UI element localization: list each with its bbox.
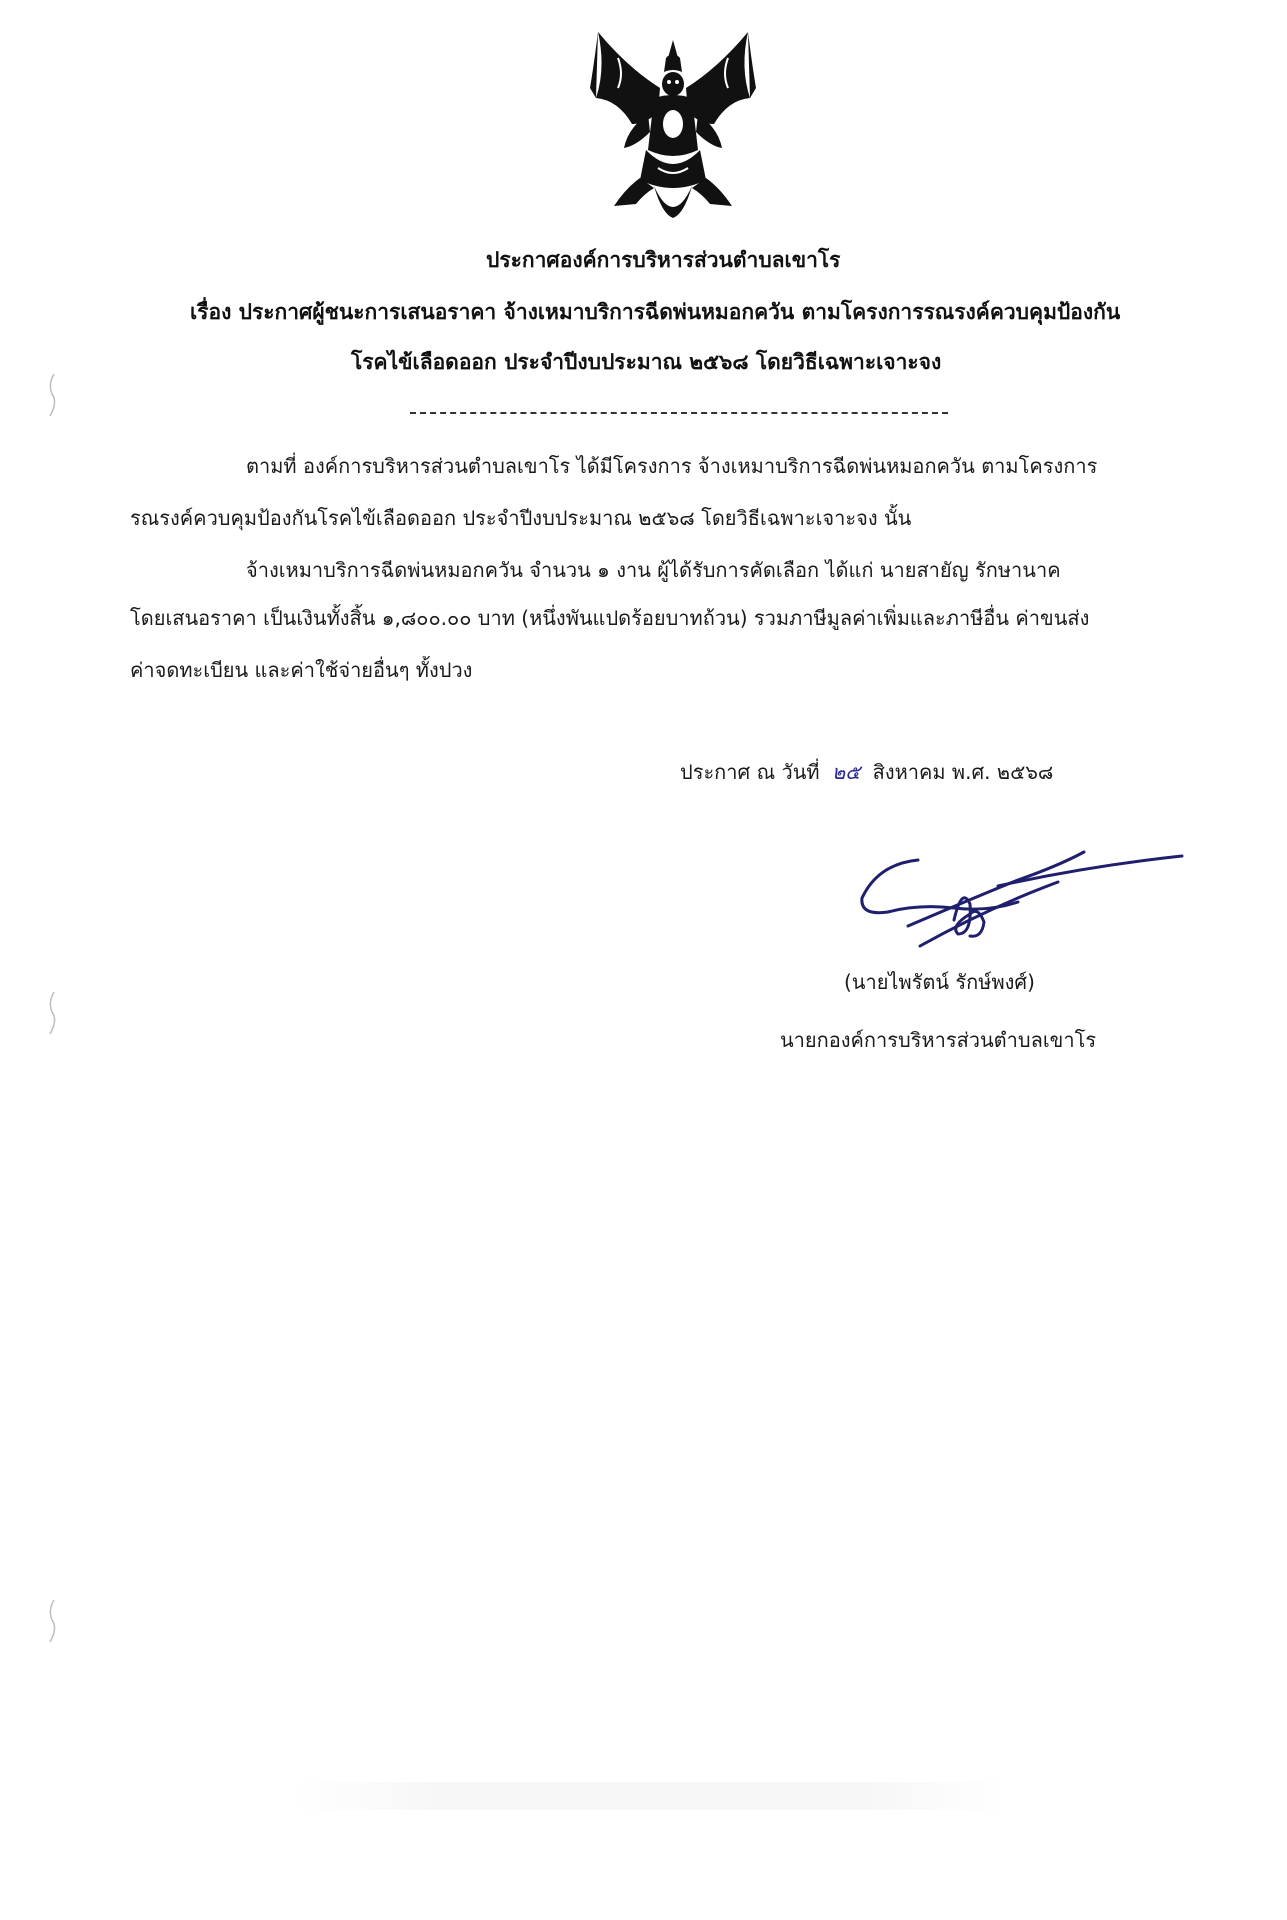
- hole-punch-mark-icon: [46, 990, 62, 1036]
- signatory-name: (นายไพรัตน์ รักษ์พงศ์): [844, 970, 1035, 994]
- body-paragraph-2-line-3: ค่าจดทะเบียน และค่าใช้จ่ายอื่นๆ ทั้งปวง: [130, 658, 473, 682]
- announcement-title: ประกาศองค์การบริหารส่วนตำบลเขาโร: [486, 248, 841, 272]
- body-paragraph-1-line-2: รณรงค์ควบคุมป้องกันโรคไข้เลือดออก ประจำปีงบประมาณ ๒๕๖๘ โดยวิธีเฉพาะเจาะจง นั้น: [130, 506, 912, 530]
- handwritten-day: ๒๕: [831, 760, 861, 784]
- body-paragraph-2-line-2: โดยเสนอราคา เป็นเงินทั้งสิ้น ๑,๘๐๐.๐๐ บาท (หนึ่งพันแปดร้อยบาทถ้วน) รวมภาษีมูลค่าเพิ่มและภาษีอื่น ค่าขนส่ง: [130, 606, 1090, 630]
- body-paragraph-1-line-1: ตามที่ องค์การบริหารส่วนตำบลเขาโร ได้มีโครงการ จ้างเหมาบริการฉีดพ่นหมอกควัน ตามโครงการ: [246, 454, 1098, 478]
- faint-bleedthrough: [290, 1782, 1010, 1810]
- body-paragraph-2-line-1: จ้างเหมาบริการฉีดพ่นหมอกควัน จำนวน ๑ งาน ผู้ได้รับการคัดเลือก ได้แก่ นายสายัญ รักษานาค: [246, 558, 1061, 582]
- signatory-title: นายกองค์การบริหารส่วนตำบลเขาโร: [780, 1028, 1097, 1052]
- hole-punch-mark-icon: [46, 1598, 62, 1644]
- garuda-emblem-icon: [588, 28, 758, 228]
- subject-line-2: โรคไข้เลือดออก ประจำปีงบประมาณ ๒๕๖๘ โดยวิธีเฉพาะเจาะจง: [351, 350, 942, 374]
- date-suffix: สิงหาคม พ.ศ. ๒๕๖๘: [872, 760, 1054, 784]
- divider-rule: [410, 412, 948, 414]
- hole-punch-mark-icon: [46, 372, 62, 418]
- handwritten-signature-icon: [858, 846, 1184, 956]
- announcement-date: [680, 758, 1053, 786]
- subject-line-1: เรื่อง ประกาศผู้ชนะการเสนอราคา จ้างเหมาบริการฉีดพ่นหมอกควัน ตามโครงการรณรงค์ควบคุมป้องกัน: [190, 300, 1121, 324]
- date-prefix: ประกาศ ณ วันที่: [680, 760, 820, 784]
